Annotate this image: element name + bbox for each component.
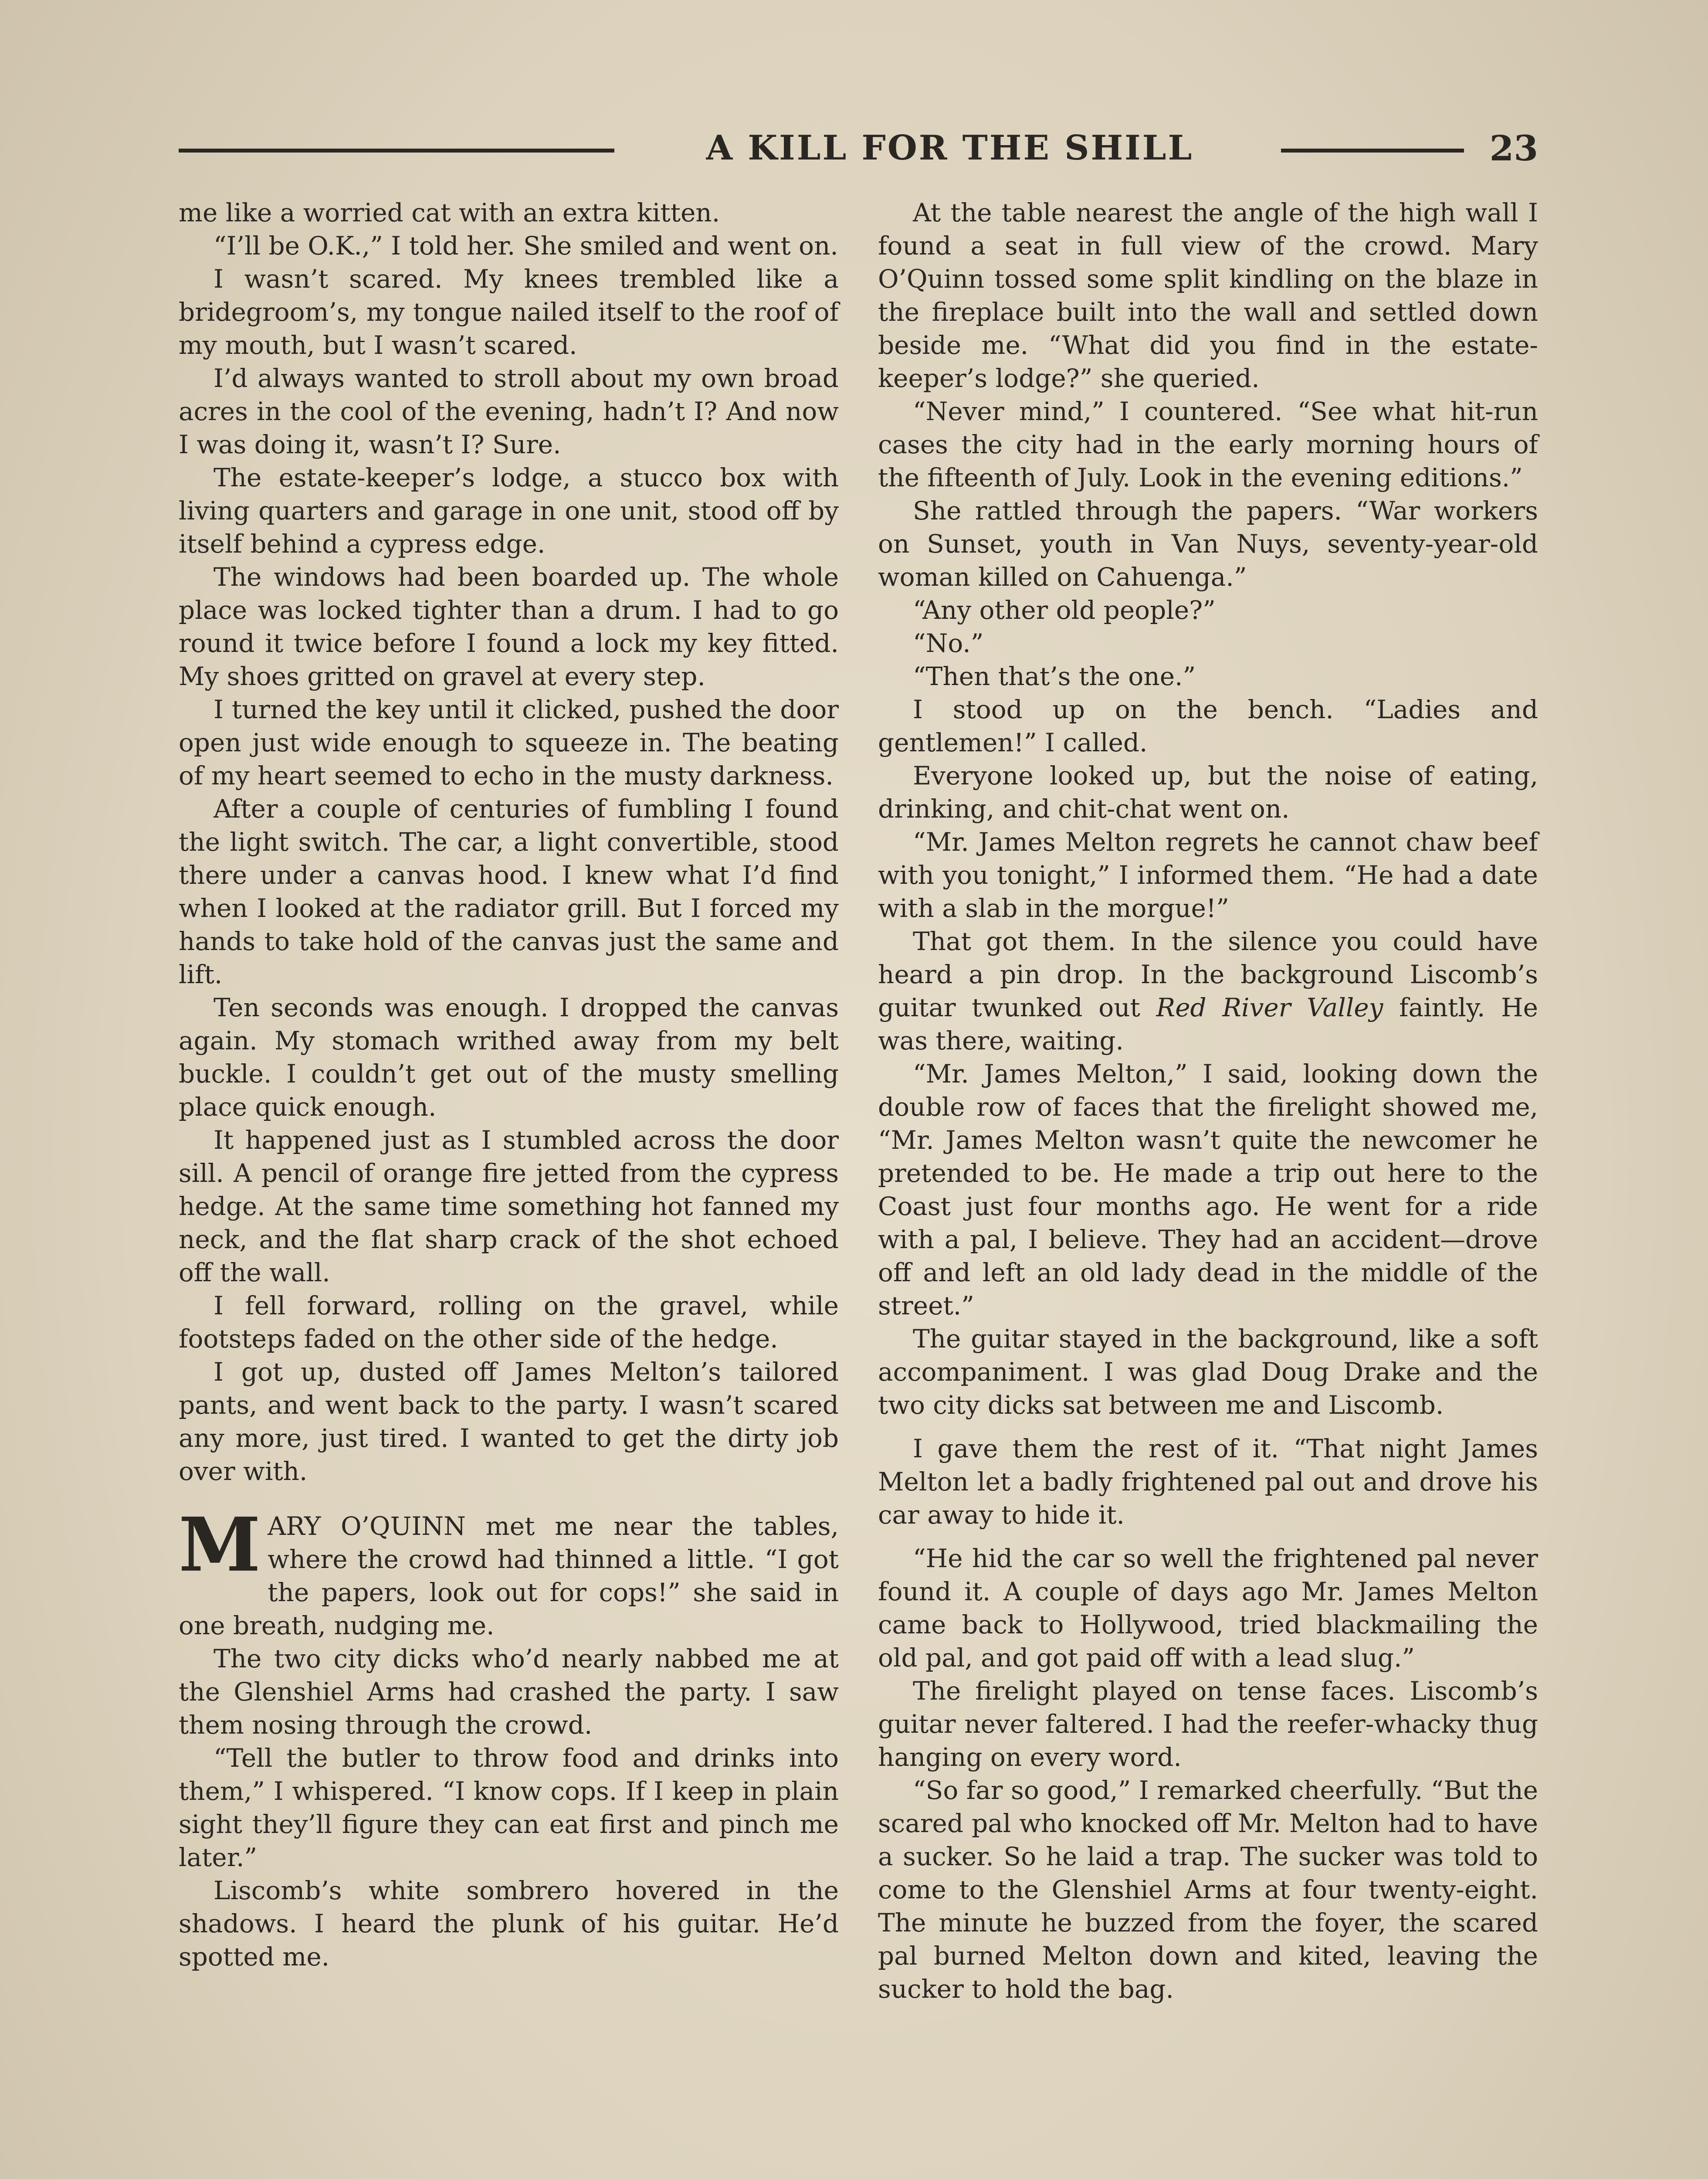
paragraph: The windows had been boarded up. The whole place was locked tighter than a drum. I had to go round it twice before I found a lock my key fitted. My shoes gritted on gravel at every step. (179, 562, 839, 691)
paragraph: I wasn’t scared. My knees trembled like a bridegroom’s, my tongue nailed itself to the roof of my mouth, but I wasn’t scared. (179, 264, 839, 360)
paragraph: Everyone looked up, but the noise of eating, drinking, and chit-chat went on. (878, 761, 1538, 824)
paragraph: “Never mind,” I countered. “See what hit-run cases the city had in the early morning hours of the fifteenth of July. Look in the evening editions.” (878, 397, 1538, 492)
song-title: Red River Valley (1156, 993, 1383, 1022)
drop-cap: M (179, 1501, 261, 1588)
paragraph: “Mr. James Melton,” I said, looking down the double row of faces that the firelight showed me, “Mr. James Melton wasn’t quite the newcomer he pretended to be. He made a trip out here to the Coast just four months ago. He went for a ride with a pal, I believe. They had an accident—drove off and left an old lady dead in the middle of the street.” (878, 1059, 1538, 1320)
paragraph: Liscomb’s white sombrero hovered in the shadows. I heard the plunk of his guitar. He’d spotted me. (179, 1876, 839, 1972)
paragraph: I got up, dusted off James Melton’s tailored pants, and went back to the party. I wasn’t scared any more, just tired. I wanted to get the dirty job over with. (179, 1357, 839, 1486)
paragraph: “Tell the butler to throw food and drinks into them,” I whispered. “I know cops. If I keep in plain sight they’ll figure they can eat first and pinch me later.” (179, 1743, 839, 1872)
header-rule-right (1281, 149, 1464, 153)
paragraph-text: faintly. He was there, waiting. (878, 993, 1538, 1056)
paragraph: “He hid the car so well the frightened pal never found it. A couple of days ago Mr. James Melton came back to Hollywood, tried blackmailing the old pal, and got paid off with a lead slug.” (878, 1544, 1538, 1673)
paragraph: After a couple of centuries of fumbling I found the light switch. The car, a light convertible, stood there under a canvas hood. I knew what I’d find when I looked at the radiator grill. But I forced my hands to take hold of the canvas just the same and lift. (179, 794, 839, 989)
paragraph: “Any other old people?” (913, 595, 1216, 625)
paragraph: The estate-keeper’s lodge, a stucco box with living quarters and garage in one unit, stood off by itself behind a cypress edge. (179, 463, 839, 559)
paragraph: I gave them the rest of it. “That night James Melton let a badly frightened pal out and drove his car away to hide it. (878, 1434, 1538, 1530)
paragraph: The firelight played on tense faces. Liscomb’s guitar never faltered. I had the reefer-whacky thug hanging on every word. (878, 1676, 1538, 1772)
story-title: A KILL FOR THE SHILL (706, 128, 1194, 168)
paragraph: “So far so good,” I remarked cheerfully. “But the scared pal who knocked off Mr. Melton had to have a sucker. So he laid a trap. The sucker was told to come to the Glenshiel Arms at four twenty-eight. The minute he buzzed from the foyer, the scared pal burned Melton down and kited, leaving the sucker to hold the bag. (878, 1775, 1538, 2004)
right-column (878, 196, 1538, 2006)
header-rule-left (179, 149, 614, 153)
paragraph (878, 925, 1538, 1057)
paragraph: At the table nearest the angle of the high wall I found a seat in full view of the crowd. Mary O’Quinn tossed some split kindling on the blaze in the fireplace built into the wall and settled down beside me. “What did you find in the estate-keeper’s lodge?” she queried. (878, 198, 1538, 393)
paragraph: The two city dicks who’d nearly nabbed me at the Glenshiel Arms had crashed the party. I saw them nosing through the crowd. (179, 1644, 839, 1740)
paragraph: The guitar stayed in the background, like a soft accompaniment. I was glad Doug Drake and the two city dicks sat between me and Liscomb. (878, 1324, 1538, 1420)
paragraph-text: ARY O’QUINN met me near the tables, where the crowd had thinned a little. “I got the papers, look out for cops!” she said in one breath, nudging me. (179, 1511, 839, 1640)
paragraph: “Then that’s the one.” (913, 662, 1196, 691)
paragraph: “I’ll be O.K.,” I told her. She smiled and went on. (214, 231, 838, 261)
paragraph: “No.” (913, 628, 984, 658)
section-opening-paragraph (179, 1501, 839, 1642)
running-header (179, 129, 1542, 168)
left-column (179, 196, 839, 1973)
paragraph: It happened just as I stumbled across the door sill. A pencil of orange fire jetted from the cypress hedge. At the same time something hot fanned my neck, and the flat sharp crack of the shot echoed off the wall. (179, 1125, 839, 1287)
paragraph: I turned the key until it clicked, pushed the door open just wide enough to squeeze in. The beating of my heart seemed to echo in the musty darkness. (179, 695, 839, 791)
paragraph: I stood up on the bench. “Ladies and gentlemen!” I called. (878, 695, 1538, 757)
paragraph: I’d always wanted to stroll about my own broad acres in the cool of the evening, hadn’t I? And now I was doing it, wasn’t I? Sure. (179, 363, 839, 459)
page-number: 23 (1489, 128, 1538, 169)
paragraph: me like a worried cat with an extra kitten. (179, 198, 720, 227)
paragraph: She rattled through the papers. “War workers on Sunset, youth in Van Nuys, seventy-year-old woman killed on Cahuenga.” (878, 496, 1538, 592)
paragraph: I fell forward, rolling on the gravel, while footsteps faded on the other side of the hedge. (179, 1291, 839, 1354)
paragraph: Ten seconds was enough. I dropped the canvas again. My stomach writhed away from my belt buckle. I couldn’t get out of the musty smelling place quick enough. (179, 993, 839, 1122)
paragraph-text: That got them. In the silence you could have heard a pin drop. In the background Liscomb’s guitar twunked out (878, 927, 1538, 1022)
paragraph: “Mr. James Melton regrets he cannot chaw beef with you tonight,” I informed them. “He had a date with a slab in the morgue!” (878, 827, 1538, 923)
